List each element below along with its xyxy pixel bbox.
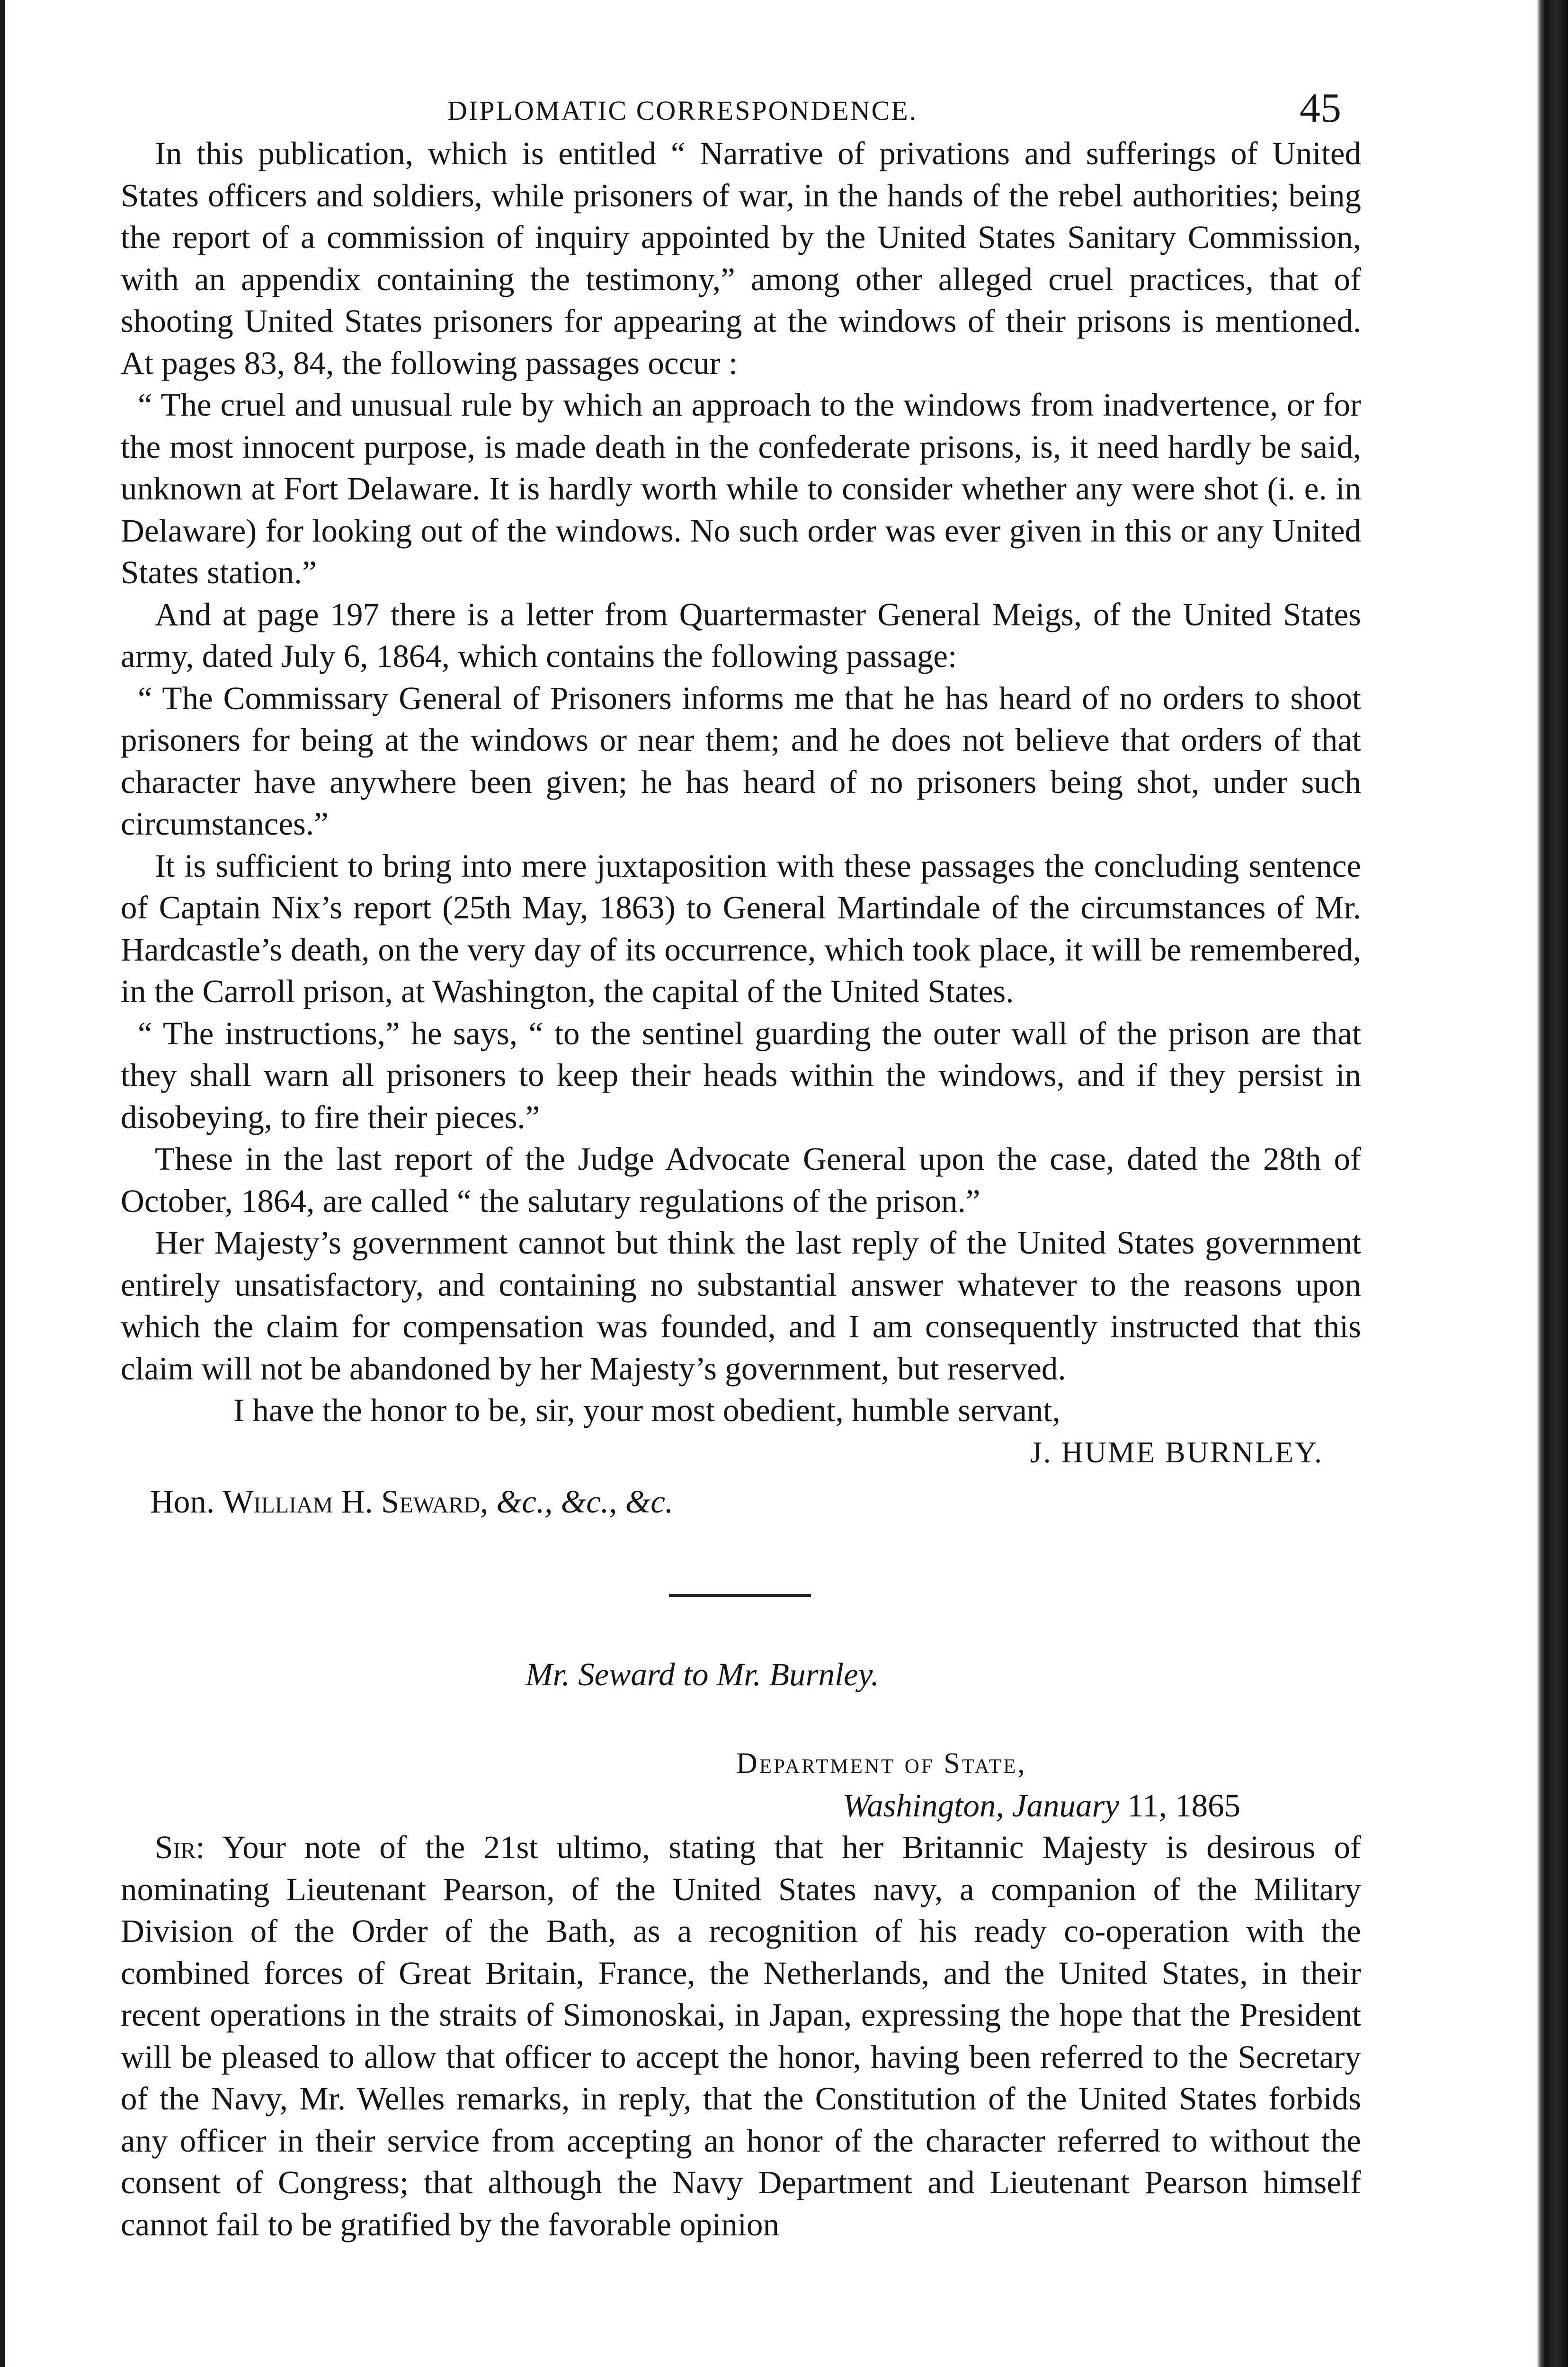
dateline-place: Washington, January	[843, 1787, 1119, 1824]
paragraph-judge-advocate: These in the last report of the Judge Advocate General upon the case, dated the 28th of October, 1864, are called “ the salutary regulations of the prison.”	[121, 1141, 1361, 1219]
salutation: Sir:	[155, 1829, 205, 1865]
closing-line: I have the honor to be, sir, your most obedient, humble servant,	[233, 1392, 1060, 1428]
letter-caption: Mr. Seward to Mr. Burnley.	[526, 1656, 879, 1692]
paragraph-meigs-letter: And at page 197 there is a letter from Quartermaster General Meigs, of the United States army, dated July 6, 1864, which contains the following passage:	[121, 596, 1361, 674]
dateline-date: 11, 1865	[1127, 1787, 1241, 1824]
dateline	[121, 1785, 1361, 1827]
addressee	[121, 1481, 1361, 1523]
quote-fort-delaware: “ The cruel and unusual rule by which an approach to the windows from inadvertence, or for the most innocent purpose, is made death in the confederate prisons, is, it need hardly be said, unknown at Fort Delaware. It is hardly worth while to consider whether any were shot (i. e. in Delaware) for looking out of the windows. No such order was ever given in this or any United States station.”	[121, 387, 1361, 590]
signature: J. HUME BURNLEY.	[1030, 1435, 1323, 1469]
department-heading: Department of State,	[736, 1747, 1027, 1780]
running-head: DIPLOMATIC CORRESPONDENCE.	[447, 95, 918, 126]
page-content	[121, 71, 1361, 2245]
letter-body-text: Your note of the 21st ultimo, stating that her Britannic Majesty is desirous of nominating Lieutenant Pearson, of the United States navy, a companion of the Military Division of the Order of the Bath, as a recognition of his ready co-operation with the combined forces of Great Britain, France, the Netherlands, and the United States, in their recent operations in the straits of Simonoskai, in Japan, expressing the hope that the President will be pleased to allow that officer to accept the honor, having been referred to the Secretary of the Navy, Mr. Welles remarks, in reply, that the Constitution of the United States forbids any officer in their service from accepting an honor of the character referred to without the consent of Congress; that although the Navy Department and Lieutenant Pearson himself cannot fail to be gratified by the favorable opinion	[121, 1829, 1361, 2242]
page-number: 45	[1300, 85, 1341, 131]
page-header	[121, 71, 1361, 133]
letter-seward	[121, 1654, 1361, 2246]
letter-burnley	[121, 133, 1361, 1523]
paragraph-captain-nix: It is sufficient to bring into mere juxtaposition with these passages the concluding sentence of Captain Nix’s report (25th May, 1863) to General Martindale of the circumstances of Mr. Hardcastle’s death, on the very day of its occurrence, which took place, it will be remembered, in the Carroll prison, at Washington, the capital of the United States.	[121, 847, 1361, 1009]
page-left-edge	[0, 0, 5, 2367]
paragraph-majesty-government: Her Majesty’s government cannot but think the last reply of the United States government entirely unsatisfactory, and containing no substantial answer whatever to the reasons upon which the claim for compensation was founded, and I am consequently instructed that this claim will not be abandoned by her Majesty’s government, but reserved.	[121, 1225, 1361, 1387]
addressee-name: William H. Seward,	[223, 1484, 489, 1520]
addressee-prefix: Hon.	[150, 1484, 215, 1520]
letter-body	[121, 1826, 1361, 2245]
quote-commissary-general: “ The Commissary General of Prisoners informs me that he has heard of no orders to shoot prisoners for being at the windows or near them; and he does not believe that orders of that character have anywhere been given; he has heard of no prisoners being shot, under such circumstances.”	[121, 680, 1361, 842]
section-divider	[669, 1594, 811, 1597]
quote-instructions: “ The instructions,” he says, “ to the sentinel guarding the outer wall of the prison are that they shall warn all prisoners to keep their heads within the windows, and if they persist in disobeying, to fire their pieces.”	[121, 1015, 1361, 1135]
page-gutter-shadow	[1537, 0, 1568, 2367]
addressee-suffix: &c., &c., &c.	[496, 1484, 674, 1520]
paragraph-publication: In this publication, which is entitled “ Narrative of privations and sufferings of United States officers and soldiers, while prisoners of war, in the hands of the rebel authorities; being the report of a commission of inquiry appointed by the United States Sanitary Commission, with an appendix containing the testimony,” among other alleged cruel practices, that of shooting United States prisoners for appearing at the windows of their prisons is mentioned. At pages 83, 84, the following passages occur :	[121, 135, 1361, 381]
